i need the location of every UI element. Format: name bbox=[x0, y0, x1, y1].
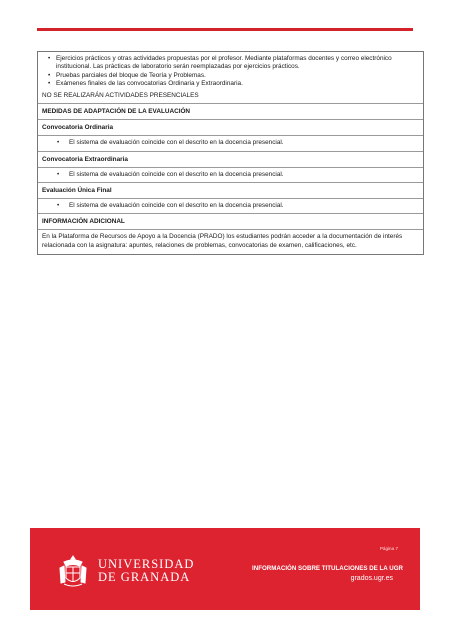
intro-list bbox=[42, 55, 419, 89]
ordinaria-body-row bbox=[38, 136, 423, 151]
intro-row bbox=[38, 52, 423, 104]
list-item: • El sistema de evaluación coincide con el descrito en la docencia presencial. bbox=[57, 202, 419, 210]
guide-table bbox=[37, 51, 424, 255]
list-item: • Ejercicios prácticos y otras actividades propuestas por el profesor. Mediante plataformas docentes y correo electrónico institucional. Las prácticas de laboratorio serán reemplazadas por ejercicios prácticos. bbox=[48, 55, 419, 72]
university-name: UNIVERSIDAD DE GRANADA bbox=[98, 557, 195, 584]
header-accent-bar bbox=[37, 28, 413, 31]
page-number: Página 7 bbox=[379, 546, 398, 551]
info-text: En la Plataforma de Recursos de Apoyo a la Docencia (PRADO) los estudiantes podrán acceder a la documentación de interés relacionada con la asignatura: apuntes, relaciones de problemas, convocatorias de examen, calificaciones, etc. bbox=[42, 233, 403, 250]
ordinaria-title: Convocatoria Ordinaria bbox=[42, 124, 114, 132]
unica-title: Evaluación Única Final bbox=[42, 187, 112, 195]
ordinaria-title-row bbox=[38, 120, 423, 136]
titulaciones-info-title: INFORMACIÓN SOBRE TITULACIONES DE LA UGR bbox=[252, 565, 404, 572]
eval-heading-row bbox=[38, 104, 423, 120]
footer-banner bbox=[30, 528, 420, 610]
extraordinaria-title-row bbox=[38, 152, 423, 168]
no-presencial-note: NO SE REALIZARÁN ACTIVIDADES PRESENCIALES bbox=[42, 91, 199, 99]
info-heading-row bbox=[38, 214, 423, 230]
info-heading: INFORMACIÓN ADICIONAL bbox=[42, 218, 125, 226]
list-item: • Exámenes finales de las convocatorias Ordinaria y Extraordinaria. bbox=[48, 80, 419, 88]
unica-body-row bbox=[38, 199, 423, 214]
extraordinaria-body-row bbox=[38, 168, 423, 183]
university-seal-icon bbox=[58, 554, 88, 588]
eval-heading: MEDIDAS DE ADAPTACIÓN DE LA EVALUACIÓN bbox=[42, 108, 191, 116]
unica-title-row bbox=[38, 183, 423, 199]
list-item: • El sistema de evaluación coincide con el descrito en la docencia presencial. bbox=[57, 139, 419, 147]
list-item: • El sistema de evaluación coincide con el descrito en la docencia presencial. bbox=[57, 171, 419, 179]
info-body-row bbox=[38, 230, 423, 253]
list-item: • Pruebas parciales del bloque de Teoría y Problemas. bbox=[48, 72, 419, 80]
grados-link[interactable]: grados.ugr.es bbox=[350, 575, 393, 582]
extraordinaria-title: Convocatoria Extraordinaria bbox=[42, 155, 128, 163]
